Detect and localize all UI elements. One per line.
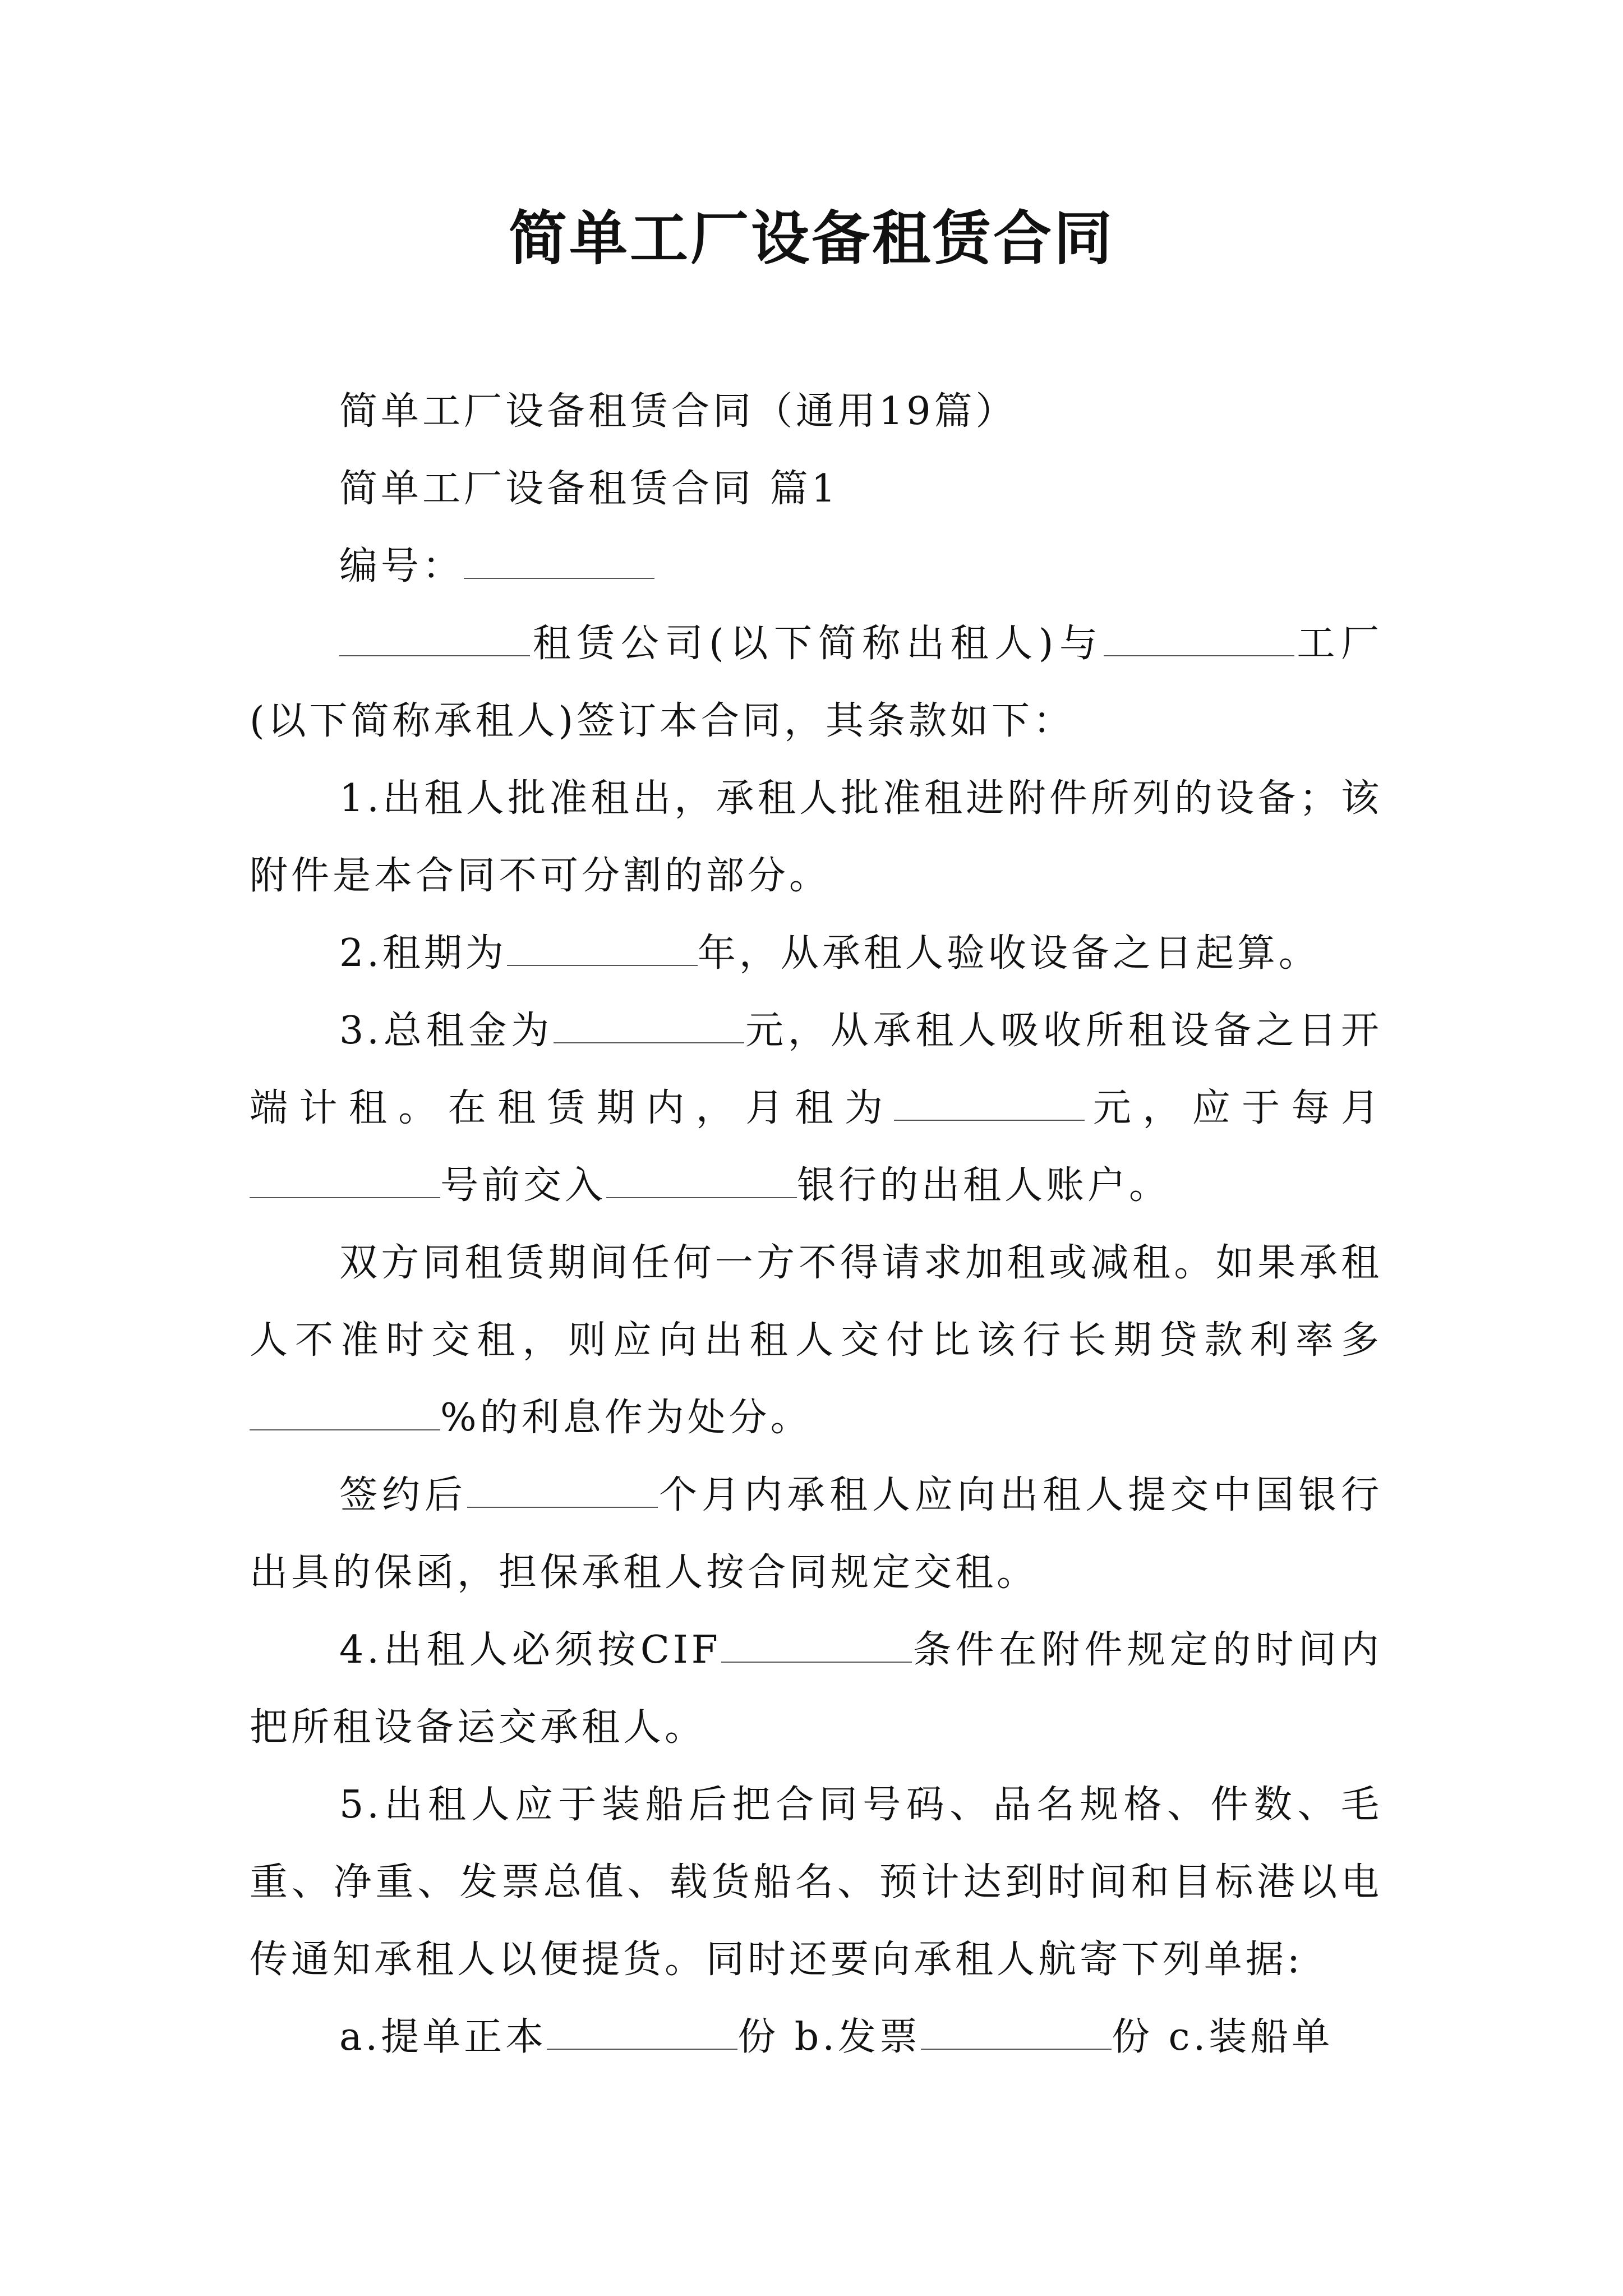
parties-text-2: 工厂(以下简称承租人)签订本合同，其条款如下： bbox=[250, 622, 1382, 743]
clause-4-text-1: 4.出租人必须按CIF bbox=[339, 1628, 721, 1672]
bill-of-lading-count-blank bbox=[547, 2009, 737, 2050]
chapter-heading: 简单工厂设备租赁合同 篇1 bbox=[339, 467, 839, 511]
parties-text-1: 租赁公司(以下简称出租人)与 bbox=[530, 622, 1104, 666]
clause-5: 5.出租人应于装船后把合同号码、品名规格、件数、毛重、净重、发票总值、载货船名、预计达到时间和目标港以电传通知承租人以便提货。同时还要向承租人航寄下列单据: bbox=[250, 1783, 1382, 1982]
document-body bbox=[250, 373, 1382, 2076]
lessor-name-blank bbox=[339, 616, 530, 656]
contract-number-line bbox=[250, 528, 1382, 605]
clause-3-text-3: 元，应于每月 bbox=[1085, 1086, 1382, 1130]
documents-text-2: 份 b.发票 bbox=[737, 2015, 921, 2059]
penalty-text-2: %的利息作为处分。 bbox=[440, 1396, 812, 1440]
penalty-paragraph bbox=[250, 1225, 1382, 1457]
clause-3-text-1: 3.总租金为 bbox=[339, 1009, 554, 1053]
clause-1: 1.出租人批准租出，承租人批准租进附件所列的设备；该附件是本合同不可分割的部分。 bbox=[250, 776, 1382, 898]
clause-3-text-2: 元，从承租人吸收所租设备之日开端计租。在租赁期内，月租为 bbox=[250, 1009, 1382, 1130]
clause-2-text-2: 年，从承租人验收设备之日起算。 bbox=[697, 931, 1320, 976]
clause-3 bbox=[250, 992, 1382, 1225]
parties-paragraph bbox=[250, 605, 1382, 760]
clause-2-text-1: 2.租期为 bbox=[339, 931, 507, 976]
total-rent-blank bbox=[554, 1003, 744, 1043]
cif-port-blank bbox=[721, 1622, 912, 1663]
contract-number-label: 编号： bbox=[339, 544, 464, 588]
bank-name-blank bbox=[606, 1158, 797, 1198]
document-subtitle: 简单工厂设备租赁合同（通用19篇） bbox=[339, 389, 1017, 434]
documents-text-1: a.提单正本 bbox=[339, 2015, 547, 2059]
clause-3-text-5: 银行的出租人账户。 bbox=[797, 1163, 1171, 1208]
clause-3-text-4: 号前交入 bbox=[440, 1163, 607, 1208]
contract-number-blank bbox=[464, 539, 654, 579]
documents-text-3: 份 c.装船单 bbox=[1111, 2015, 1334, 2059]
document-title: 简单工厂设备租赁合同 bbox=[508, 204, 1114, 273]
clause-2 bbox=[250, 915, 1382, 992]
documents-list bbox=[250, 1999, 1382, 2076]
guarantee-paragraph bbox=[250, 1457, 1382, 1612]
lessee-name-blank bbox=[1104, 616, 1294, 656]
invoice-count-blank bbox=[921, 2009, 1112, 2050]
interest-rate-blank bbox=[250, 1390, 440, 1430]
clause-4-text-2: 条件在附件规定的时间内把所租设备运交承租人。 bbox=[250, 1628, 1382, 1750]
guarantee-text-2: 个月内承租人应向出租人提交中国银行出具的保函，担保承租人按合同规定交租。 bbox=[250, 1473, 1382, 1595]
lease-term-blank bbox=[507, 926, 698, 966]
guarantee-text-1: 签约后 bbox=[339, 1473, 467, 1517]
penalty-text-1: 双方同租赁期间任何一方不得请求加租或减租。如果承租人不准时交租，则应向出租人交付比该行长期贷款利率多 bbox=[250, 1241, 1382, 1363]
clause-4 bbox=[250, 1612, 1382, 1766]
payment-day-blank bbox=[250, 1158, 440, 1198]
monthly-rent-blank bbox=[894, 1080, 1085, 1121]
guarantee-months-blank bbox=[467, 1467, 658, 1508]
